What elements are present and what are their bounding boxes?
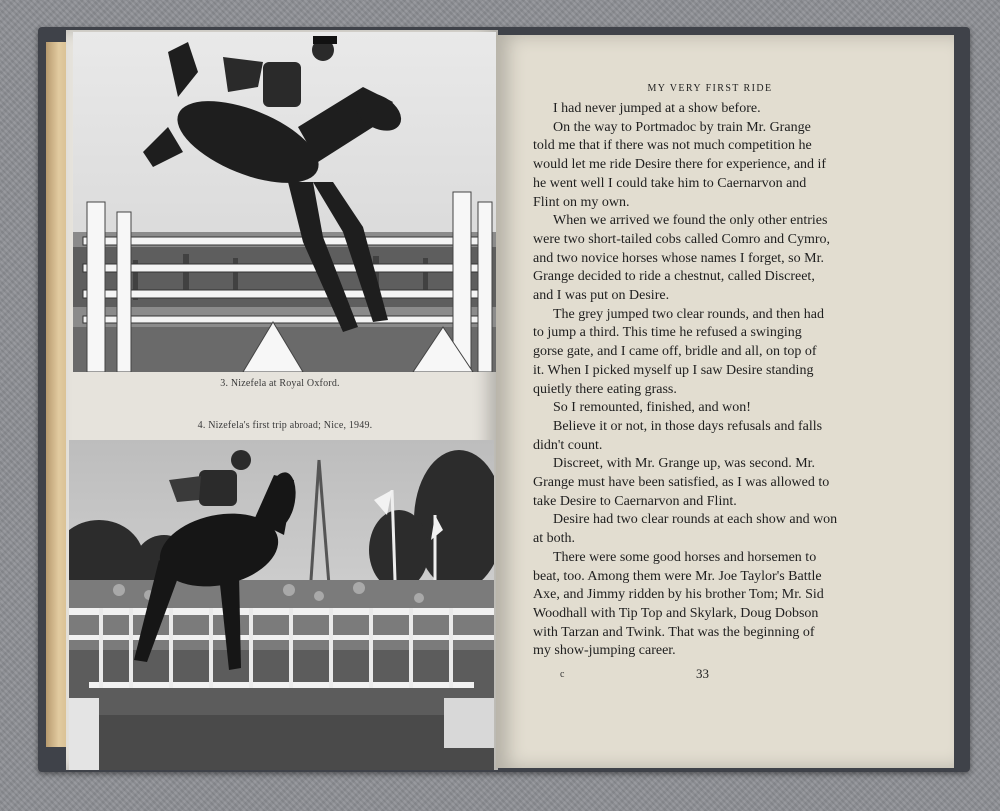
text-line: Flint on my own.: [533, 194, 630, 210]
text-line: with Tarzan and Twink. That was the beginning of: [533, 624, 815, 640]
text-line: he went well I could take him to Caernarvon and: [533, 175, 807, 191]
photo-royal-oxford: [73, 32, 496, 372]
text-line: gorse gate, and I came off, bridle and all, on top of: [533, 344, 817, 360]
text-line: at both.: [533, 531, 575, 547]
text-line: Axe, and Jimmy ridden by his brother Tom; Mr. Sid: [533, 587, 824, 603]
text-line: told me that if there was not much competition he: [533, 138, 812, 154]
page-number: 33: [696, 666, 709, 681]
text-line: Believe it or not, in those days refusals and falls: [553, 418, 823, 434]
caption-photo-3: 3. Nizefela at Royal Oxford.: [220, 378, 340, 389]
text-line: to jump a third. This time he refused a swinging: [533, 325, 802, 341]
text-line: When we arrived we found the only other entries: [553, 213, 828, 229]
photo-nice-1949: [69, 440, 494, 770]
body-text: [533, 100, 881, 661]
text-line: quietly there eating grass.: [533, 381, 677, 397]
text-line: The grey jumped two clear rounds, and then had: [553, 306, 824, 322]
text-line: Woodhall with Tip Top and Skylark, Doug Dobson: [533, 605, 819, 621]
text-line: it. When I picked myself up I saw Desire standing: [533, 362, 814, 378]
text-line: didn't count.: [533, 437, 603, 453]
text-line: and two novice horses whose names I forget, so Mr.: [533, 250, 824, 266]
text-line: Desire had two clear rounds at each show and won: [553, 512, 838, 528]
text-line: On the way to Portmadoc by train Mr. Grange: [553, 119, 811, 135]
text-line: Grange must have been satisfied, as I was allowed to: [533, 475, 830, 491]
text-line: So I remounted, finished, and won!: [553, 400, 751, 416]
text-line: Discreet, with Mr. Grange up, was second. Mr.: [553, 456, 816, 472]
text-line: take Desire to Caernarvon and Flint.: [533, 493, 737, 509]
signature-mark: c: [560, 669, 565, 680]
text-line: would let me ride Desire there for experience, and if: [533, 157, 827, 173]
text-line: my show-jumping career.: [533, 643, 676, 659]
caption-photo-4: 4. Nizefela's first trip abroad; Nice, 1949.: [197, 420, 373, 431]
running-head: MY VERY FIRST RIDE: [647, 83, 773, 94]
text-line: I had never jumped at a show before.: [553, 101, 761, 116]
text-line: There were some good horses and horsemen to: [553, 549, 817, 565]
text-line: were two short-tailed cobs called Comro and Cymro,: [533, 231, 831, 247]
text-line: Grange decided to ride a chestnut, called Discreet,: [533, 269, 815, 285]
text-line: and I was put on Desire.: [533, 288, 670, 304]
text-line: beat, too. Among them were Mr. Joe Taylor's Battle: [533, 568, 822, 584]
